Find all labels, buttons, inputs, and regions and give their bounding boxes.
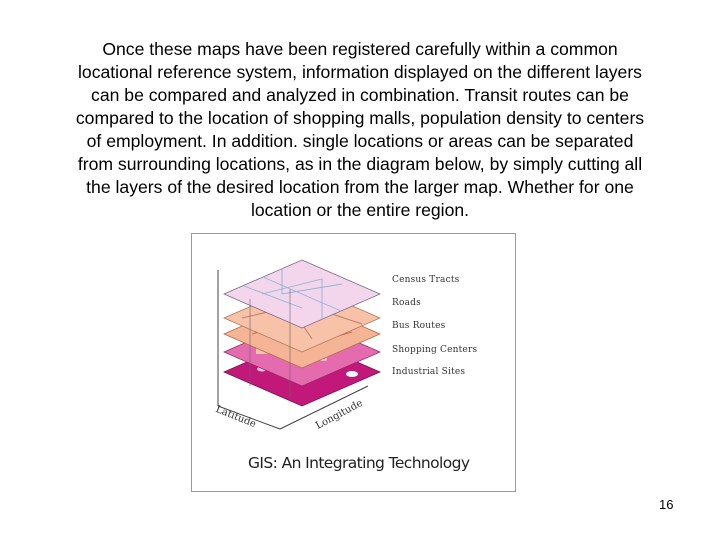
paragraph-line: compared to the location of shopping malls, population density to centers — [75, 108, 645, 128]
paragraph-line: location or the entire region. — [250, 200, 470, 220]
layer-label: Roads — [392, 298, 421, 308]
body-paragraph — [30, 38, 690, 222]
layer-label: Bus Routes — [392, 321, 446, 331]
paragraph-line: locational reference system, information displayed on the different layers — [78, 62, 642, 82]
layer-label: Industrial Sites — [392, 367, 466, 377]
longitude-label: Longitude — [314, 397, 365, 432]
layer-label: Shopping Centers — [392, 345, 478, 355]
latitude-label: Latitude — [213, 404, 258, 431]
figure-caption: GIS: An Integrating Technology — [248, 454, 470, 472]
page-number: 16 — [659, 497, 674, 512]
layer-label: Census Tracts — [392, 275, 460, 285]
paragraph-line: from surrounding locations, as in the diagram below, by simply cutting all — [77, 154, 643, 174]
gis-layers-figure — [191, 233, 516, 492]
paragraph-line: can be compared and analyzed in combination. Transit routes can be — [91, 85, 629, 105]
paragraph-line: Once these maps have been registered carefully within a common — [102, 39, 618, 59]
gis-layer-stack-illustration — [192, 234, 515, 491]
paragraph-line: the layers of the desired location from the larger map. Whether for one — [86, 177, 634, 197]
paragraph-line: of employment. In addition. single locations or areas can be separated — [86, 131, 634, 151]
